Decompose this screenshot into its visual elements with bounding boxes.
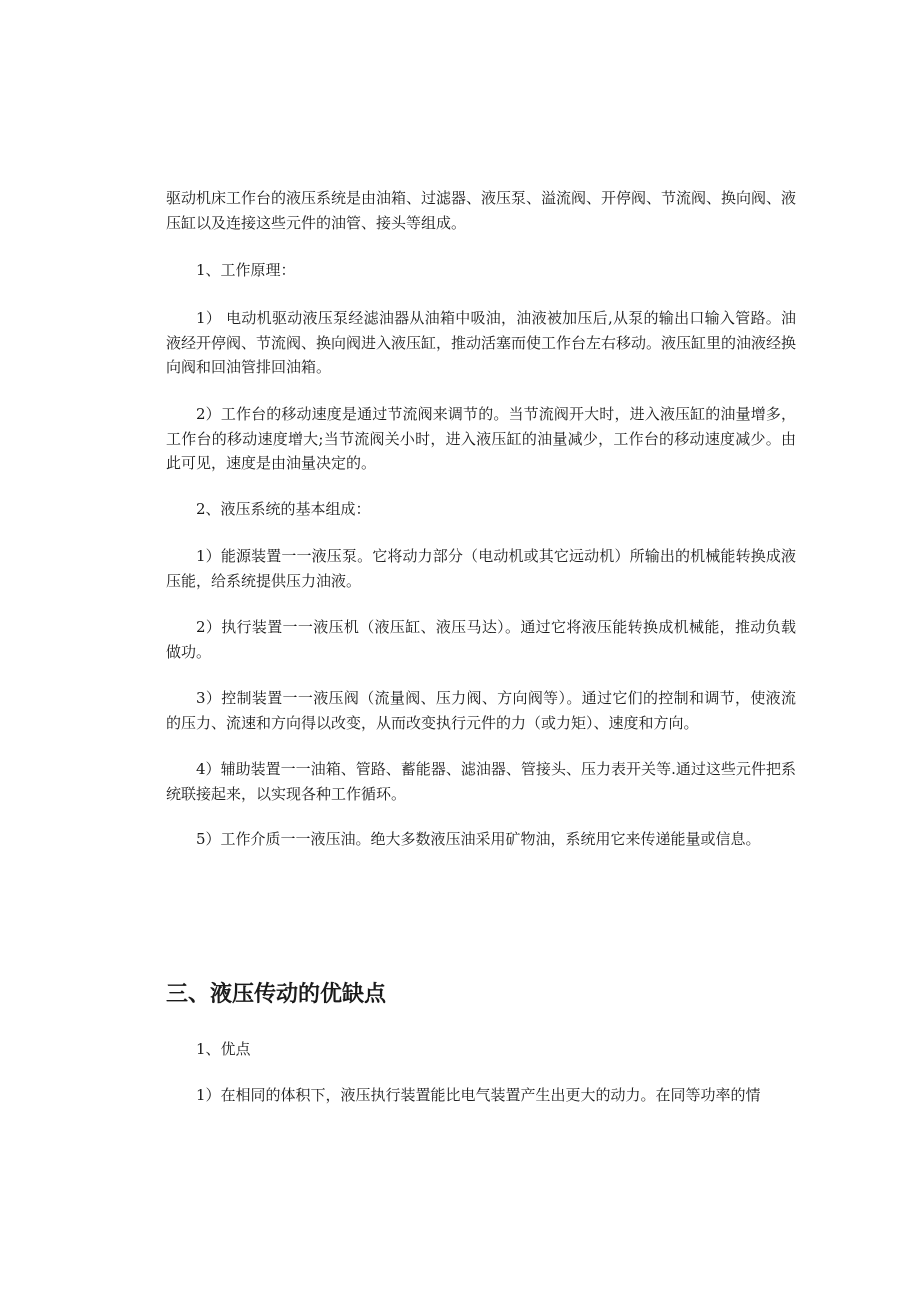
composition-item-5: 5）工作介质一一液压油。绝大多数液压油采用矿物油，系统用它来传递能量或信息。 [196, 830, 761, 848]
subsection-title-advantages: 1、优点 [196, 1040, 251, 1058]
advantages-item-1: 1）在相同的体积下，液压执行装置能比电气装置产生出更大的动力。在同等功率的情 [196, 1086, 761, 1104]
composition-item-4: 4）辅助装置一一油箱、管路、蓄能器、滤油器、管接头、压力表开关等.通过这些元件把系统联接起来，以实现各种工作循环。 [166, 760, 796, 803]
working-principle-item-1: 1） 电动机驱动液压泵经滤油器从油箱中吸油，油液被加压后,从泵的输出口输入管路。油液经开停阀、节流阀、换向阀进入液压缸，推动活塞而使工作台左右移动。液压缸里的油液经换向阀和回油管排回油箱。 [166, 309, 797, 376]
section-title-basic-composition: 2、液压系统的基本组成： [196, 500, 371, 518]
working-principle-item-2: 2）工作台的移动速度是通过节流阀来调节的。当节流阀开大时，进入液压缸的油量增多，工作台的移动速度增大;当节流阀关小时，进入液压缸的油量减少，工作台的移动速度减少。由此可见，速度是由油量决定的。 [166, 405, 796, 472]
composition-item-1: 1）能源装置一一液压泵。它将动力部分（电动机或其它远动机）所输出的机械能转换成液压能，给系统提供压力油液。 [166, 547, 796, 590]
composition-item-3: 3）控制装置一一液压阀（流量阀、压力阀、方向阀等）。通过它们的控制和调节，使液流的压力、流速和方向得以改变，从而改变执行元件的力（或力矩）、速度和方向。 [166, 689, 796, 732]
composition-item-2: 2）执行装置一一液压机（液压缸、液压马达）。通过它将液压能转换成机械能，推动负载做功。 [166, 618, 796, 661]
intro-paragraph: 驱动机床工作台的液压系统是由油箱、过滤器、液压泵、溢流阀、开停阀、节流阀、换向阀、液压缸以及连接这些元件的油管、接头等组成。 [166, 189, 797, 232]
section-heading-advantages-disadvantages: 三、液压传动的优缺点 [166, 982, 387, 1007]
section-title-working-principle: 1、工作原理： [196, 261, 296, 279]
